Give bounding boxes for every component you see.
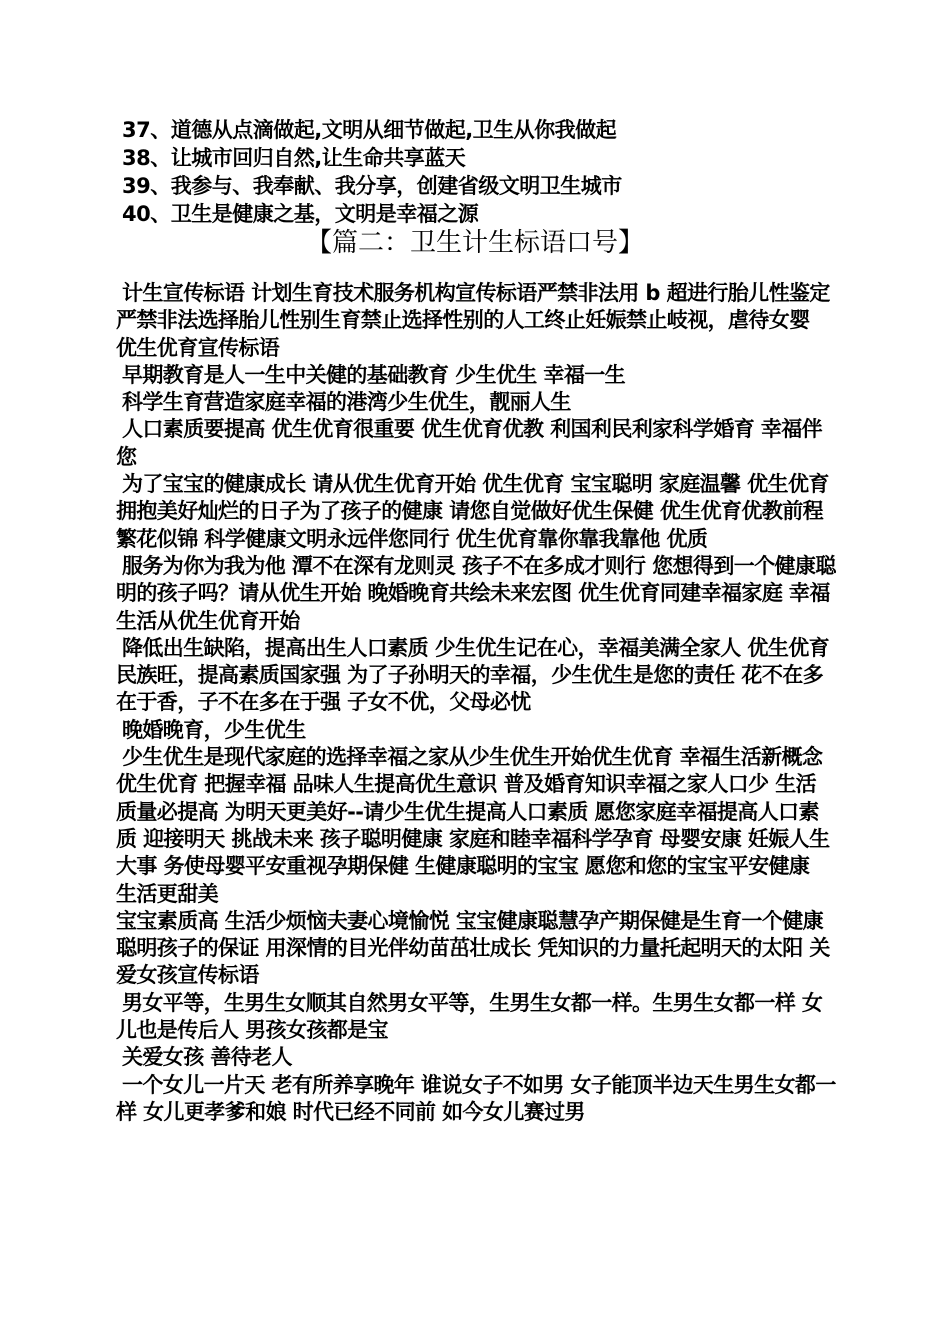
paragraph: 服务为你为我为他 潭不在深有龙则灵 孩子不在多成才则行 您想得到一个健康聪明的孩子吗？请从优生开始 晚婚晚育共绘未来宏图 优生优育同建幸福家庭 幸福生活从优生优育开始 (116, 553, 836, 633)
paragraph: 一个女儿一片天 老有所养享晚年 谁说女子不如男 女子能顶半边天生男生女都一样 女儿更孝爹和娘 时代已经不同前 如今女儿赛过男 (116, 1072, 836, 1124)
slogan-item-40: 40、卫生是健康之基，文明是幸福之源 (122, 202, 479, 226)
numbered-slogan-list (122, 116, 822, 228)
paragraph: 宝宝素质高 生活少烦恼夫妻心境愉悦 宝宝健康聪慧孕产期保健是生育一个健康聪明孩子的保证 用深情的目光伴幼苗茁壮成长 凭知识的力量托起明天的太阳 关爱女孩宣传标语 (116, 908, 830, 988)
body-text (116, 280, 836, 1126)
paragraph: 男女平等，生男生女顺其自然男女平等，生男生女都一样。生男生女都一样 女儿也是传后人 男孩女孩都是宝 (116, 990, 823, 1043)
paragraph: 早期教育是人一生中关健的基础教育 少生优生 幸福一生 (122, 362, 626, 387)
paragraph: 降低出生缺陷，提高出生人口素质 少生优生记在心，幸福美满全家人 优生优育民族旺，提高素质国家强 为了子孙明天的幸福，少生优生是您的责任 花不在多在于香，子不在多在于强 子女不优，父母必忧 (116, 635, 830, 715)
section-title: 【篇二：卫生计生标语口号】 (305, 228, 644, 258)
slogan-item-37: 37、道德从点滴做起,文明从细节做起,卫生从你我做起 (122, 118, 617, 142)
paragraph: 晚婚晚育，少生优生 (122, 717, 306, 742)
paragraph: 少生优生是现代家庭的选择幸福之家从少生优生开始优生优育 幸福生活新概念优生优育 把握幸福 品味人生提高优生意识 普及婚育知识幸福之家人口少 生活质量必提高 为明天更美好--请少生优生提高人口素质 愿您家庭幸福提高人口素质 迎接明天 挑战未来 孩子聪明健康 家庭和睦幸福科学孕育 母婴安康 妊娠人生大事 务使母婴平安重视孕期保健 生健康聪明的宝宝 愿您和您的宝宝平安健康 生活更甜美 (116, 745, 830, 906)
slogan-item-38: 38、让城市回归自然,让生命共享蓝天 (122, 146, 466, 170)
paragraph: 人口素质要提高 优生优育很重要 优生优育优教 利国利民利家科学婚育 幸福伴您 (116, 417, 823, 469)
paragraph: 科学生育营造家庭幸福的港湾少生优生，靓丽人生 (122, 390, 571, 415)
paragraph: 计生宣传标语 计划生育技术服务机构宣传标语严禁非法用 b 超进行胎儿性鉴定严禁非法选择胎儿性别生育禁止选择性别的人工终止妊娠禁止岐视，虐待女婴 优生优育宣传标语 (116, 281, 830, 360)
paragraph: 为了宝宝的健康成长 请从优生优育开始 优生优育 宝宝聪明 家庭温馨 优生优育 拥抱美好灿烂的日子为了孩子的健康 请您自觉做好优生保健 优生优育优教前程繁花似锦 科学健康文明永远伴您同行 优生优育靠你靠我靠他 优质 (116, 472, 829, 551)
slogan-item-39: 39、我参与、我奉献、我分享，创建省级文明卫生城市 (122, 174, 622, 198)
paragraph: 关爱女孩 善待老人 (122, 1045, 292, 1070)
